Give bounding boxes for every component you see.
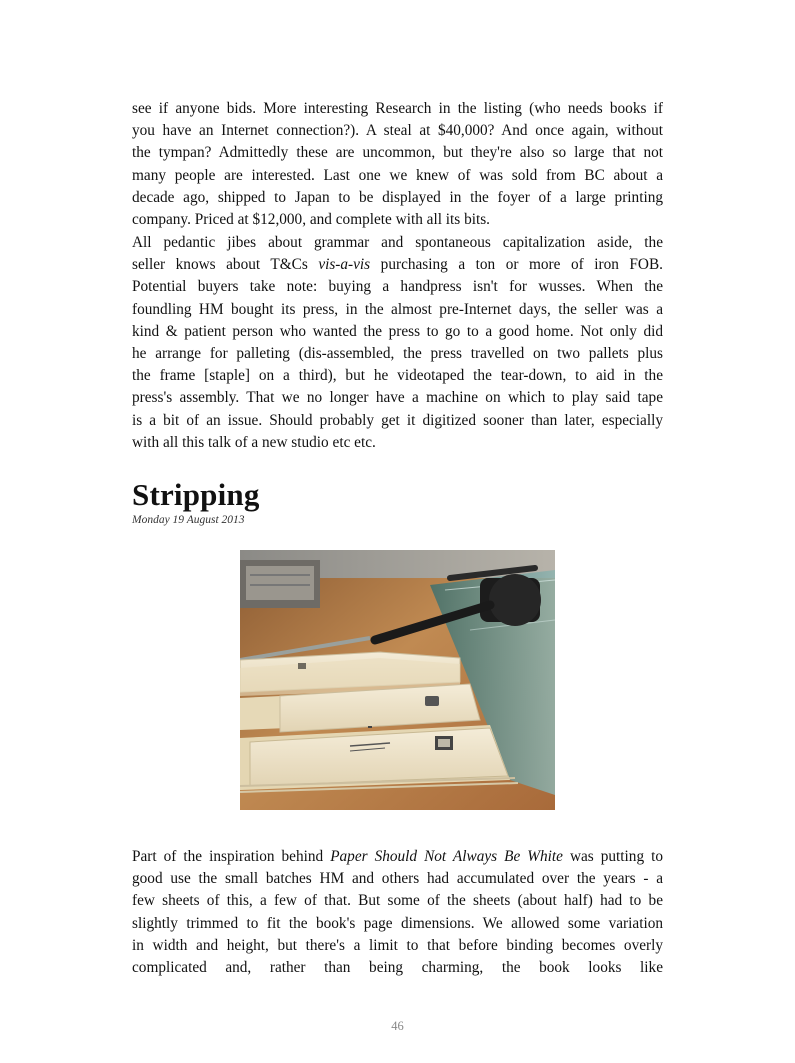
text-line: decade ago, shipped to Japan to be displayed in the foyer of a large printing bbox=[132, 188, 663, 206]
text-line: Potential buyers take note: buying a handpress isn't for wusses. When the bbox=[132, 278, 663, 296]
text-line: with all this talk of a new studio etc etc. bbox=[132, 433, 376, 451]
italic-term: vis-a-vis bbox=[318, 256, 371, 274]
text-line: is a bit of an issue. Should probably get it digitized sooner than later, especially bbox=[132, 411, 663, 429]
text-line: press's assembly. That we no longer have a machine on which to play said tape bbox=[132, 389, 663, 407]
text-line: see if anyone bids. More interesting Research in the listing (who needs books if bbox=[132, 100, 663, 117]
paragraph-seller bbox=[132, 232, 663, 454]
text-line: the tympan? Admittedly these are uncommon, but they're also so large that not bbox=[132, 144, 663, 162]
photo-paper-stacks bbox=[240, 550, 555, 810]
text-fragment: seller knows about T&Cs bbox=[132, 256, 319, 274]
text-fragment: was putting to bbox=[562, 848, 663, 865]
text-line: you have an Internet connection?). A steal at $40,000? And once again, without bbox=[132, 122, 663, 140]
post-date: Monday 19 August 2013 bbox=[132, 514, 245, 526]
text-line bbox=[132, 846, 663, 868]
text-line: slightly trimmed to fit the book's page dimensions. We allowed some variation bbox=[132, 914, 663, 932]
page-number: 46 bbox=[391, 1019, 404, 1033]
text-fragment: purchasing a ton or more of iron FOB. bbox=[370, 256, 663, 274]
text-line: company. Priced at $12,000, and complete with all its bits. bbox=[132, 211, 490, 229]
text-line bbox=[132, 254, 663, 276]
text-line: the frame [staple] on a third), but he videotaped the tear-down, to aid in the bbox=[132, 367, 663, 385]
text-line: good use the small batches HM and others had accumulated over the years - a bbox=[132, 870, 663, 888]
text-line: he arrange for palleting (dis-assembled, the press travelled on two pallets plus bbox=[132, 345, 663, 363]
text-line: few sheets of this, a few of that. But some of the sheets (about half) had to be bbox=[132, 892, 663, 910]
text-line: complicated and, rather than being charming, the book looks like bbox=[132, 959, 663, 977]
text-line: All pedantic jibes about grammar and spontaneous capitalization aside, the bbox=[132, 234, 663, 251]
paragraph-paper-inspiration bbox=[132, 846, 663, 979]
text-line: kind & patient person who wanted the press to go to a good home. Not only did bbox=[132, 322, 663, 340]
text-fragment: Part of the inspiration behind bbox=[132, 848, 331, 865]
text-line: in width and height, but there's a limit to that before binding becomes overly bbox=[132, 936, 663, 954]
paragraph-press-listing bbox=[132, 98, 663, 231]
post-title: Stripping bbox=[132, 477, 260, 512]
text-line: foundling HM bought its press, in the almost pre-Internet days, the seller was a bbox=[132, 300, 663, 318]
book-title: Paper Should Not Always Be White bbox=[330, 848, 563, 865]
text-line: many people are interested. Last one we knew of was sold from BC about a bbox=[132, 166, 663, 184]
